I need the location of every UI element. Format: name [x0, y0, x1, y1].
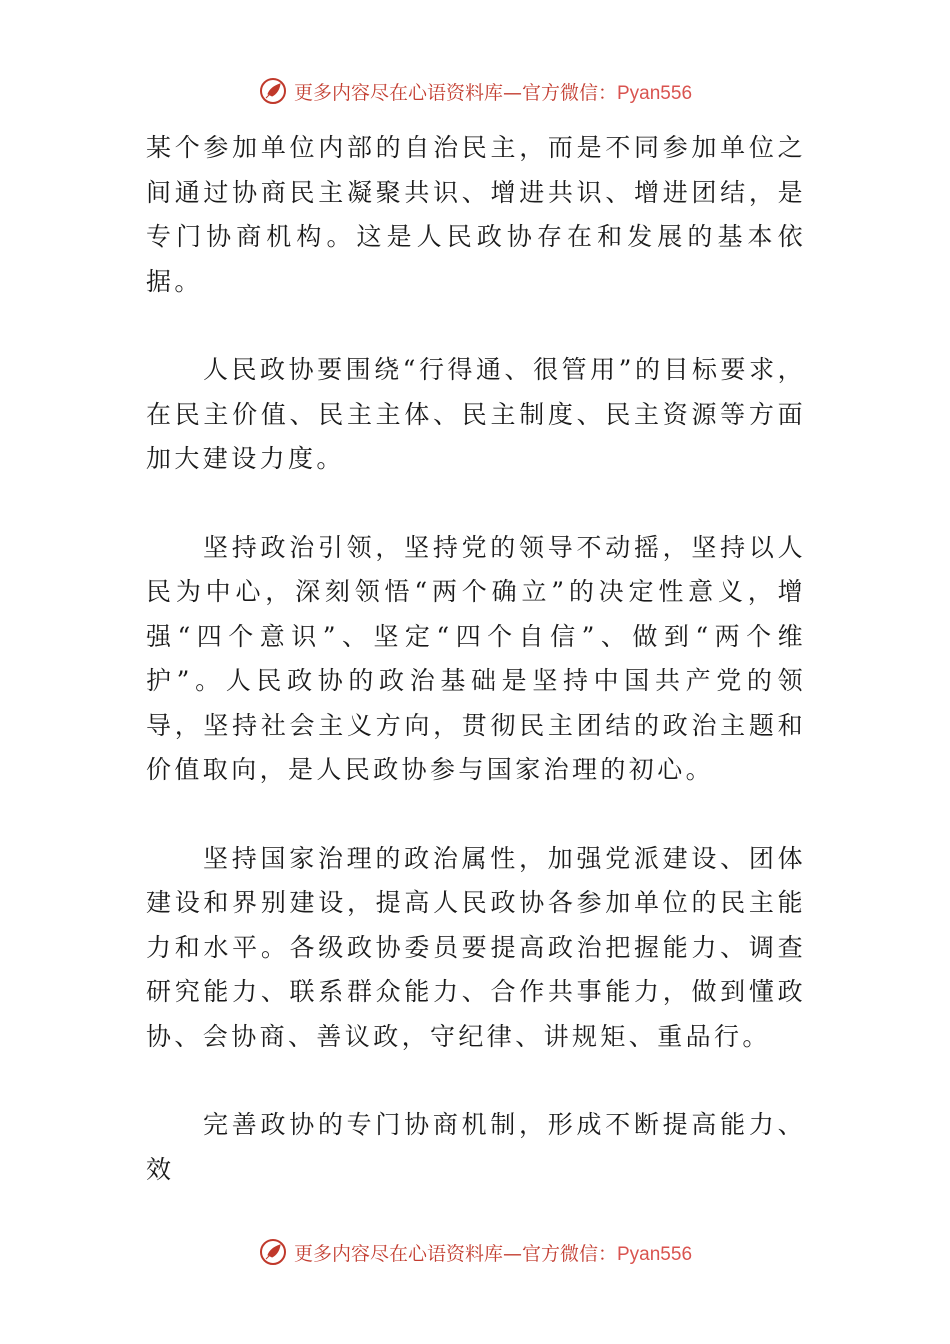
paragraph-gap: [146, 304, 806, 348]
header-watermark: [0, 76, 950, 106]
quill-logo-icon: [258, 76, 288, 106]
paragraph-2: 人民政协要围绕“行得通、很管用”的目标要求，在民主价值、民主主体、民主制度、民主资源等方面加大建设力度。: [146, 355, 806, 473]
paragraph-3: 坚持政治引领，坚持党的领导不动摇，坚持以人民为中心，深刻领悟“两个确立”的决定性意义，增强“四个意识”、坚定“四个自信”、做到“两个维护”。人民政协的政治基础是坚持中国共产党的领导，坚持社会主义方向，贯彻民主团结的政治主题和价值取向，是人民政协参与国家治理的初心。: [146, 532, 806, 784]
paragraph-gap: [146, 1059, 806, 1103]
watermark-main: 更多内容尽在心语资料库: [293, 81, 503, 104]
watermark-text: [294, 1239, 692, 1266]
watermark-wechat-label: 官方微信：: [521, 1242, 617, 1265]
paragraph-1: 某个参加单位内部的自治民主，而是不同参加单位之间通过协商民主凝聚共识、增进共识、增进团结，是专门协商机构。这是人民政协存在和发展的基本依据。: [146, 133, 806, 296]
paragraph-5: 完善政协的专门协商机制，形成不断提高能力、效: [146, 1110, 806, 1184]
paragraph-gap: [146, 482, 806, 526]
quill-logo-icon: [258, 1237, 288, 1267]
watermark-wechat-label: 官方微信：: [521, 81, 617, 104]
watermark-dash: —: [502, 81, 522, 104]
document-body: [146, 126, 806, 1192]
watermark-wechat-id: Pyan556: [617, 82, 693, 104]
watermark-wechat-id: Pyan556: [617, 1243, 693, 1265]
watermark-main: 更多内容尽在心语资料库: [293, 1242, 503, 1265]
watermark-text: [294, 78, 692, 105]
paragraph-gap: [146, 793, 806, 837]
footer-watermark: [0, 1237, 950, 1267]
watermark-dash: —: [502, 1242, 522, 1265]
paragraph-4: 坚持国家治理的政治属性，加强党派建设、团体建设和界别建设，提高人民政协各参加单位的民主能力和水平。各级政协委员要提高政治把握能力、调查研究能力、联系群众能力、合作共事能力，做到懂政协、会协商、善议政，守纪律、讲规矩、重品行。: [146, 843, 806, 1051]
